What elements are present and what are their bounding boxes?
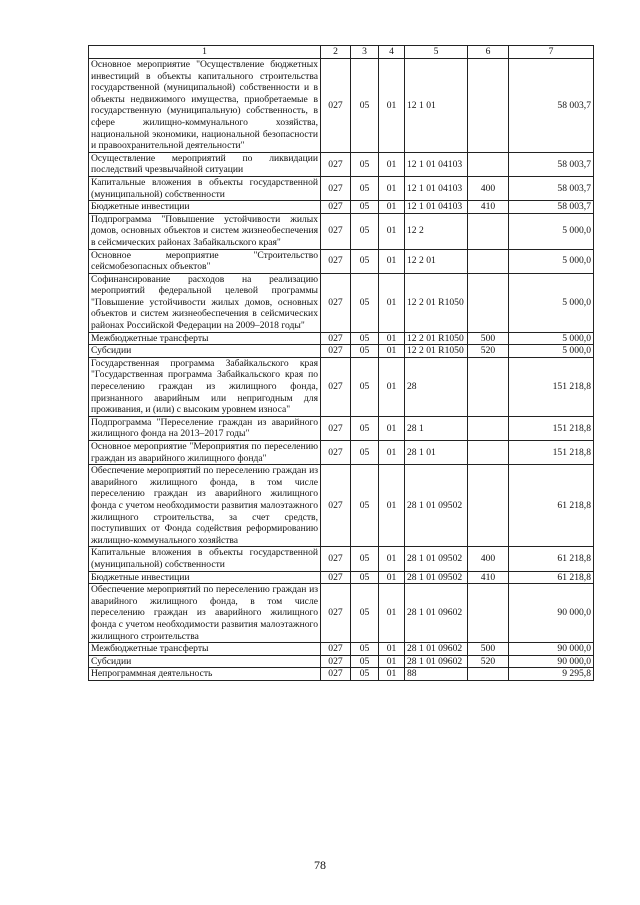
row-section: 05	[351, 416, 379, 440]
row-section: 05	[351, 59, 379, 153]
row-section: 05	[351, 547, 379, 571]
row-subsection: 01	[379, 201, 405, 214]
row-section: 05	[351, 643, 379, 656]
row-amount: 58 003,7	[509, 201, 594, 214]
row-expense-type	[468, 273, 509, 332]
row-name: Межбюджетные трансферты	[89, 332, 321, 345]
row-name: Субсидии	[89, 655, 321, 668]
row-expense-type	[468, 584, 509, 643]
row-subsection: 01	[379, 416, 405, 440]
row-amount: 151 218,8	[509, 441, 594, 465]
table-row	[89, 332, 594, 345]
row-grbs: 027	[321, 668, 351, 681]
row-expense-type: 410	[468, 201, 509, 214]
row-target-code: 12 1 01 04103	[405, 201, 468, 214]
row-target-code: 28 1 01 09602	[405, 655, 468, 668]
row-section: 05	[351, 584, 379, 643]
row-subsection: 01	[379, 643, 405, 656]
row-subsection: 01	[379, 655, 405, 668]
row-grbs: 027	[321, 201, 351, 214]
row-name: Софинансирование расходов на реализацию мероприятий федеральной целевой программы "Повышение устойчивости жилых домов, основных объектов и систем жизнеобеспечения в сейсмических районах Российской Федерации на 2009–2018 годы"	[89, 273, 321, 332]
row-name: Капитальные вложения в объекты государственной (муниципальной) собственности	[89, 547, 321, 571]
row-expense-type: 400	[468, 176, 509, 200]
row-grbs: 027	[321, 345, 351, 358]
budget-table	[88, 45, 594, 681]
header-col-4: 4	[379, 46, 405, 59]
table-row	[89, 357, 594, 416]
row-amount: 58 003,7	[509, 152, 594, 176]
table-row	[89, 571, 594, 584]
row-amount: 5 000,0	[509, 332, 594, 345]
row-section: 05	[351, 152, 379, 176]
row-target-code: 28 1 01 09502	[405, 571, 468, 584]
row-target-code: 12 1 01 04103	[405, 152, 468, 176]
row-target-code: 28 1 01	[405, 441, 468, 465]
header-col-6: 6	[468, 46, 509, 59]
row-subsection: 01	[379, 547, 405, 571]
row-name: Бюджетные инвестиции	[89, 571, 321, 584]
row-name: Субсидии	[89, 345, 321, 358]
row-name: Осуществление мероприятий по ликвидации последствий чрезвычайной ситуации	[89, 152, 321, 176]
row-grbs: 027	[321, 584, 351, 643]
row-section: 05	[351, 571, 379, 584]
table-row	[89, 213, 594, 249]
row-subsection: 01	[379, 249, 405, 273]
table-row	[89, 465, 594, 547]
row-section: 05	[351, 249, 379, 273]
table-row	[89, 176, 594, 200]
row-grbs: 027	[321, 465, 351, 547]
row-target-code: 28 1	[405, 416, 468, 440]
row-expense-type: 520	[468, 655, 509, 668]
header-col-3: 3	[351, 46, 379, 59]
table-row	[89, 416, 594, 440]
row-amount: 61 218,8	[509, 571, 594, 584]
table-row	[89, 441, 594, 465]
row-name: Непрограммная деятельность	[89, 668, 321, 681]
row-grbs: 027	[321, 59, 351, 153]
row-amount: 151 218,8	[509, 416, 594, 440]
row-subsection: 01	[379, 465, 405, 547]
row-target-code: 12 1 01 04103	[405, 176, 468, 200]
row-name: Бюджетные инвестиции	[89, 201, 321, 214]
row-amount: 151 218,8	[509, 357, 594, 416]
table-row	[89, 201, 594, 214]
row-expense-type	[468, 668, 509, 681]
row-expense-type	[468, 441, 509, 465]
row-section: 05	[351, 441, 379, 465]
row-section: 05	[351, 176, 379, 200]
row-grbs: 027	[321, 176, 351, 200]
row-expense-type	[468, 465, 509, 547]
row-name: Основное мероприятие "Мероприятия по переселению граждан из аварийного жилищного фонда"	[89, 441, 321, 465]
row-expense-type	[468, 249, 509, 273]
row-grbs: 027	[321, 152, 351, 176]
row-target-code: 28 1 01 09602	[405, 643, 468, 656]
row-grbs: 027	[321, 357, 351, 416]
table-row	[89, 668, 594, 681]
row-section: 05	[351, 465, 379, 547]
row-name: Обеспечение мероприятий по переселению граждан из аварийного жилищного фонда, в том числе переселению граждан из аварийного жилищного фонда с учетом необходимости развития малоэтажного жилищного строительства, за счет средств, поступивших от Фонда содействия реформированию жилищно-коммунального хозяйства	[89, 465, 321, 547]
header-col-7: 7	[509, 46, 594, 59]
row-target-code: 12 2 01 R1050	[405, 273, 468, 332]
row-section: 05	[351, 201, 379, 214]
row-section: 05	[351, 345, 379, 358]
table-row	[89, 249, 594, 273]
page-number: 78	[314, 858, 326, 872]
row-subsection: 01	[379, 332, 405, 345]
row-section: 05	[351, 668, 379, 681]
row-amount: 90 000,0	[509, 643, 594, 656]
row-target-code: 28 1 01 09502	[405, 547, 468, 571]
row-amount: 61 218,8	[509, 465, 594, 547]
row-target-code: 12 2 01 R1050	[405, 332, 468, 345]
row-section: 05	[351, 332, 379, 345]
row-subsection: 01	[379, 345, 405, 358]
row-expense-type	[468, 357, 509, 416]
row-amount: 58 003,7	[509, 59, 594, 153]
row-expense-type	[468, 152, 509, 176]
row-name: Капитальные вложения в объекты государственной (муниципальной) собственности	[89, 176, 321, 200]
row-grbs: 027	[321, 643, 351, 656]
table-row	[89, 59, 594, 153]
row-expense-type	[468, 213, 509, 249]
row-name: Межбюджетные трансферты	[89, 643, 321, 656]
header-col-1: 1	[89, 46, 321, 59]
row-section: 05	[351, 213, 379, 249]
table-row	[89, 655, 594, 668]
row-subsection: 01	[379, 357, 405, 416]
row-subsection: 01	[379, 668, 405, 681]
row-grbs: 027	[321, 213, 351, 249]
table-row	[89, 643, 594, 656]
header-row	[89, 46, 594, 59]
row-target-code: 28 1 01 09602	[405, 584, 468, 643]
header-col-5: 5	[405, 46, 468, 59]
row-expense-type	[468, 59, 509, 153]
row-subsection: 01	[379, 584, 405, 643]
row-expense-type: 410	[468, 571, 509, 584]
header-col-2: 2	[321, 46, 351, 59]
row-expense-type: 400	[468, 547, 509, 571]
row-name: Основное мероприятие "Осуществление бюджетных инвестиций в объекты капитального строительства государственной (муниципальной) собственности и в объекты недвижимого имущества, приобретаемые в государственную (муниципальную) собственность, в сфере жилищно-коммунального хозяйства, национальной экономики, национальной безопасности и правоохранительной деятельности"	[89, 59, 321, 153]
row-amount: 90 000,0	[509, 584, 594, 643]
row-expense-type	[468, 416, 509, 440]
row-grbs: 027	[321, 571, 351, 584]
table-row	[89, 273, 594, 332]
row-amount: 5 000,0	[509, 213, 594, 249]
row-name: Подпрограмма "Переселение граждан из аварийного жилищного фонда на 2013–2017 годы"	[89, 416, 321, 440]
row-subsection: 01	[379, 571, 405, 584]
row-amount: 90 000,0	[509, 655, 594, 668]
row-grbs: 027	[321, 416, 351, 440]
row-target-code: 28 1 01 09502	[405, 465, 468, 547]
row-subsection: 01	[379, 441, 405, 465]
row-subsection: 01	[379, 273, 405, 332]
row-name: Государственная программа Забайкальского края "Государственная программа Забайкальского края по переселению граждан из жилищного фонда, признанного аварийным или непригодным для проживания, и (или) с высоким уровнем износа"	[89, 357, 321, 416]
row-amount: 58 003,7	[509, 176, 594, 200]
row-name: Подпрограмма "Повышение устойчивости жилых домов, основных объектов и систем жизнеобеспечения в сейсмических районах Забайкальского края"	[89, 213, 321, 249]
row-subsection: 01	[379, 152, 405, 176]
table-row	[89, 547, 594, 571]
row-amount: 9 295,8	[509, 668, 594, 681]
row-target-code: 88	[405, 668, 468, 681]
row-section: 05	[351, 655, 379, 668]
row-target-code: 12 2	[405, 213, 468, 249]
row-name: Обеспечение мероприятий по переселению граждан из аварийного жилищного фонда, в том числе переселению граждан из аварийного жилищного фонда с учетом необходимости развития малоэтажного жилищного строительства	[89, 584, 321, 643]
row-grbs: 027	[321, 547, 351, 571]
table-row	[89, 152, 594, 176]
row-grbs: 027	[321, 655, 351, 668]
table-row	[89, 584, 594, 643]
row-grbs: 027	[321, 273, 351, 332]
row-amount: 5 000,0	[509, 273, 594, 332]
row-target-code: 12 2 01	[405, 249, 468, 273]
row-amount: 5 000,0	[509, 345, 594, 358]
table-row	[89, 345, 594, 358]
row-target-code: 12 2 01 R1050	[405, 345, 468, 358]
row-amount: 61 218,8	[509, 547, 594, 571]
row-amount: 5 000,0	[509, 249, 594, 273]
row-expense-type: 520	[468, 345, 509, 358]
row-section: 05	[351, 273, 379, 332]
row-subsection: 01	[379, 59, 405, 153]
row-name: Основное мероприятие "Строительство сейсмобезопасных объектов"	[89, 249, 321, 273]
row-expense-type: 500	[468, 643, 509, 656]
row-grbs: 027	[321, 249, 351, 273]
row-subsection: 01	[379, 213, 405, 249]
row-subsection: 01	[379, 176, 405, 200]
row-grbs: 027	[321, 441, 351, 465]
row-section: 05	[351, 357, 379, 416]
row-target-code: 12 1 01	[405, 59, 468, 153]
row-grbs: 027	[321, 332, 351, 345]
row-expense-type: 500	[468, 332, 509, 345]
row-target-code: 28	[405, 357, 468, 416]
